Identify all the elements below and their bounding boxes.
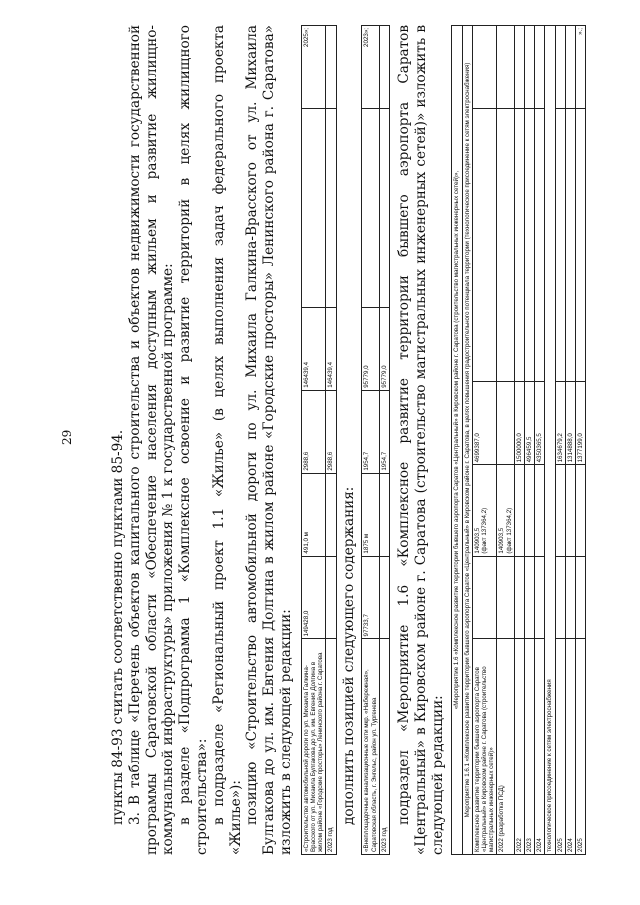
object-cost: 149428,0 xyxy=(301,556,326,639)
table-row xyxy=(379,26,389,855)
year-label: 2024 xyxy=(565,639,575,855)
year-value: 1314888,0 xyxy=(565,382,575,465)
value-1: 1954,7 xyxy=(362,390,379,473)
object-length: 491,0 м xyxy=(301,473,326,556)
paragraph-4: в подразделе «Региональный проект 1.1 «Жилье» (в целях выполнения задач федерального проекта «Жилье»): xyxy=(210,25,244,855)
paragraph-7: подраздел «Мероприятие 1.6 «Комплексное развитие территории бывшего аэропорта Саратов «Центральный» в Кировском районе г. Саратова (строительство магистральных инженерных сетей)» изложить в следующей редакции: xyxy=(395,25,446,855)
object-cost: 97733,7 xyxy=(362,556,379,639)
table-row xyxy=(452,26,462,855)
paragraph-1: пункты 84-93 считать соответственно пунктами 85-94. xyxy=(110,429,126,825)
document-body xyxy=(110,25,295,855)
table-road-construction xyxy=(301,25,337,855)
table-row xyxy=(462,26,472,855)
end-mark: ».; xyxy=(576,26,586,109)
value-1: 2988,6 xyxy=(301,390,326,473)
year-label: 2022 xyxy=(514,639,524,855)
table-row xyxy=(545,26,555,855)
row-name: 2022 (разработка ПСД) xyxy=(497,639,514,855)
paragraph-6: дополнить позицией следующего содержания: xyxy=(340,486,357,825)
table-row xyxy=(565,26,575,855)
object-length: 1875 м xyxy=(362,473,379,556)
section-label: технологическое присоединение к сетям электроснабжения xyxy=(545,26,555,855)
year-value-1: 2988,6 xyxy=(326,390,336,473)
year-label: 2025 xyxy=(555,639,565,855)
table-row xyxy=(525,26,535,855)
end-year: 2025»; xyxy=(301,26,326,109)
paragraph-3: в разделе «Подпрограмма 1 «Комплексное освоение и развитие территорий в целях жилищного строительства»: xyxy=(177,25,210,855)
row-value: 140903,5 (факт 137364,2) xyxy=(497,465,514,556)
year-value: 1634679,2 xyxy=(555,382,565,465)
table-row xyxy=(535,26,545,855)
table-row xyxy=(555,26,565,855)
year-value: 4350365,5 xyxy=(535,382,545,465)
year-label: 2024 xyxy=(535,639,545,855)
year-value: 1377199,0 xyxy=(576,382,586,465)
table-row xyxy=(326,26,336,855)
table-airport-development xyxy=(451,25,586,855)
object-name: «Внеплощадочные канализационные сети мкр. «Набережная», Саратовская область, г. Энгельс, район ул. Тургенева xyxy=(362,639,379,855)
table-row xyxy=(362,26,379,855)
value-2: 95779,0 xyxy=(362,307,379,390)
table-header-1: «Мероприятие 1.6 «Комплексное развитие территории бывшего аэропорта Саратов «Центральный» в Кировском районе г. Саратова (строительство магистральных инженерных сетей)», xyxy=(452,26,462,855)
year-label: 2023 год xyxy=(379,639,389,855)
year-value: 496459,5 xyxy=(525,382,535,465)
year-value-1: 1954,7 xyxy=(379,390,389,473)
year-value-2: 146439,4 xyxy=(326,307,336,390)
paragraph-5: позицию «Строительство автомобильной дороги по ул. Михаила Галкина-Врасского от ул. Михаила Булгакова до ул. им. Евгения Долгина в жилом районе «Городские просторы» Ленинского района г. Саратова» изложить в следующей редакции: xyxy=(244,25,294,855)
year-label: 2023 xyxy=(525,639,535,855)
row-value-2: 4699387,0 xyxy=(472,382,497,465)
rotated-page-content xyxy=(110,25,630,855)
table-header-2: Мероприятие 1.6.1 «Комплексное развитие территории бывшего аэропорта Саратов «Центральный» в Кировском районе г. Саратова, в целях повышения градостроительного потенциала территории (технологическое присоединение к сетям электроснабжения) xyxy=(462,26,472,855)
year-label: 2025 xyxy=(576,639,586,855)
table-row xyxy=(514,26,524,855)
object-name: «Строительство автомобильной дороги по ул. Михаила Галкина-Врасского от ул. Михаила Булгакова до ул. им. Евгения Долгина в жилом районе «Городские просторы» Ленинского района г. Саратова xyxy=(301,639,326,855)
year-label: 2023 год xyxy=(326,639,336,855)
table-row xyxy=(472,26,497,855)
value-2: 146439,4 xyxy=(301,307,326,390)
table-row xyxy=(576,26,586,855)
row-value: 140903,5 (факт 137364,2) xyxy=(472,465,497,556)
table-sewer-networks xyxy=(361,25,390,855)
table-row xyxy=(497,26,514,855)
year-value: 1500000,0 xyxy=(514,382,524,465)
paragraph-2: 3. В таблице «Перечень объектов капитального строительства и объектов недвижимости государственной программы Саратовской области «Обеспечение населения доступным жильем и развитие жилищно-коммунальной инфраструктуры» приложения № 1 к государственной программе: xyxy=(126,25,177,855)
table-row xyxy=(301,26,326,855)
page-number: 29 xyxy=(60,429,74,445)
year-value-2: 95779,0 xyxy=(379,307,389,390)
row-name: Комплексное развитие территории бывшего аэропорта Саратов «Центральный» в Кировском районе г. Саратова (строительство магистральных инженерных сетей)» xyxy=(472,639,497,855)
end-year: 2023»; xyxy=(362,26,379,109)
